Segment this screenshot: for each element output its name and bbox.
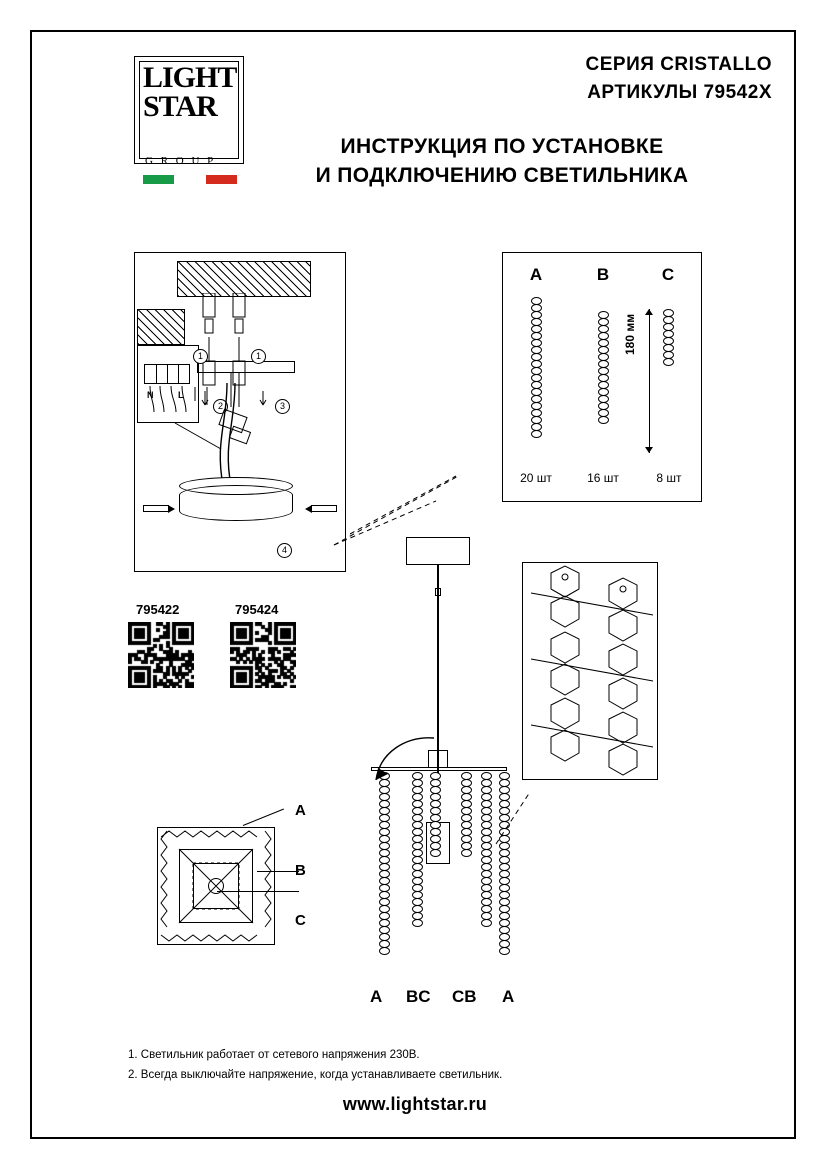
part-count-a: 20 шт	[520, 471, 552, 485]
terminal-label-l: L	[178, 390, 184, 400]
part-letter-c: C	[661, 265, 675, 284]
page-title-line-1: ИНСТРУКЦИЯ ПО УСТАНОВКЕ	[340, 135, 664, 158]
crystal-stack-icon	[523, 563, 657, 779]
page-title-line-2: И ПОДКЛЮЧЕНИЮ СВЕТИЛЬНИКА	[315, 164, 689, 187]
detail-letter-c: C	[295, 912, 306, 929]
note-2: 2. Всегда выключайте напряжение, когда устанавливаете светильник.	[128, 1069, 503, 1081]
leader-line-b	[257, 871, 299, 872]
square-decoration-icon	[157, 827, 275, 945]
leader-line-c	[217, 891, 299, 892]
lamp-bottom-letter-a-right: A	[502, 987, 515, 1006]
chain-a	[530, 297, 542, 437]
part-letter-a: A	[529, 265, 543, 284]
notes-list	[128, 1045, 502, 1085]
qr-code-795424	[230, 622, 296, 688]
step-bubble-2: 1	[251, 349, 266, 364]
lamp-chain-a-left	[378, 772, 390, 954]
crystal-bead	[461, 849, 472, 857]
screw-left-icon	[143, 505, 169, 512]
step-bubble-1: 1	[193, 349, 208, 364]
part-count-c: 8 шт	[656, 471, 682, 485]
step-bubble-5: 4	[277, 543, 292, 558]
assembly-arrows-icon	[135, 253, 347, 573]
brand-logo	[134, 56, 244, 167]
detail-link-line-icon	[494, 772, 534, 852]
instruction-page	[30, 30, 796, 1139]
qr-label-795424: 795424	[235, 602, 279, 617]
crystal-bead	[598, 416, 609, 424]
qr-label-795422: 795422	[136, 602, 180, 617]
part-count-b: 16 шт	[587, 471, 619, 485]
crystal-square-detail	[157, 827, 275, 945]
crystal-bead	[412, 919, 423, 927]
detail-letter-a: A	[295, 802, 306, 819]
dimension-label: 180 мм	[623, 313, 637, 355]
italy-flag-icon	[143, 175, 237, 184]
terminal-label-n: N	[147, 390, 154, 400]
parts-legend	[502, 252, 702, 502]
crystal-bead	[531, 430, 542, 438]
lamp-cable-clip	[435, 588, 441, 596]
crystal-bead	[379, 947, 390, 955]
logo-group-text: G R O U P	[145, 155, 216, 167]
logo-line-2: STAR	[143, 90, 217, 123]
mounting-diagram	[134, 252, 346, 572]
article-numbers: АРТИКУЛЫ 79542X	[587, 82, 772, 103]
lamp-bottom-letter-bc: BC	[406, 987, 431, 1006]
crystal-detail-box	[522, 562, 658, 780]
canopy-ring	[179, 485, 293, 521]
crystal-bead	[663, 358, 674, 366]
logo-line-1: LIGHT	[143, 61, 237, 94]
rotate-arrow-icon	[372, 732, 442, 792]
step-bubble-3: 2	[213, 399, 228, 414]
detail-letter-b: B	[295, 862, 306, 879]
leader-line-a	[243, 809, 284, 826]
lamp-chain-b-left	[411, 772, 423, 926]
header-right	[272, 54, 772, 104]
chain-c	[662, 309, 674, 365]
qr-code-795422	[128, 622, 194, 688]
lamp-bottom-letter-a-left: A	[370, 987, 383, 1006]
dimension-line	[649, 309, 650, 453]
page-title	[232, 132, 772, 190]
step-bubble-4: 3	[275, 399, 290, 414]
lamp-chain-b-right	[480, 772, 492, 926]
logo-text	[143, 63, 236, 121]
lamp-bottom-letter-cb: CB	[452, 987, 477, 1006]
note-1: 1. Светильник работает от сетевого напряжения 230В.	[128, 1049, 420, 1061]
part-letter-b: B	[596, 265, 610, 284]
lamp-chain-c-right	[460, 772, 472, 856]
series-title: СЕРИЯ CRISTALLO	[585, 54, 772, 75]
chain-b	[597, 311, 609, 423]
explode-lines-2-icon	[350, 472, 470, 552]
crystal-bead	[430, 849, 441, 857]
footer-website: www.lightstar.ru	[342, 1094, 488, 1114]
crystal-bead	[481, 919, 492, 927]
crystal-bead	[499, 947, 510, 955]
